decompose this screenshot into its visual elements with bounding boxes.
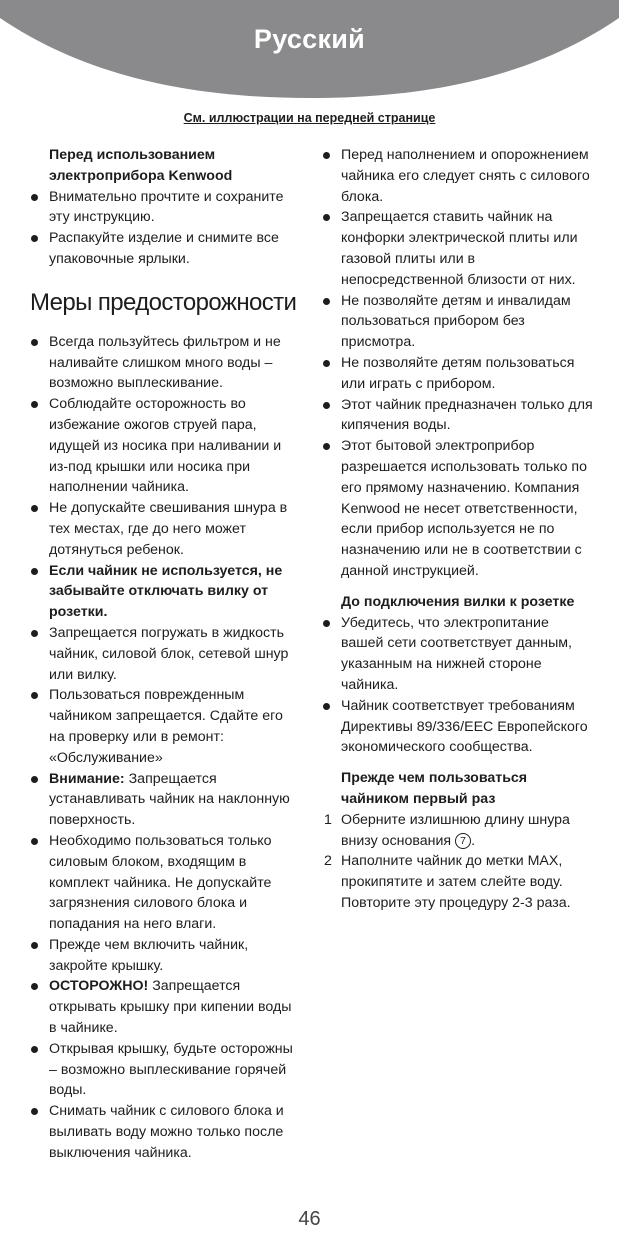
step-end: . <box>471 832 476 849</box>
list-item-bold: Если чайник не используется, не забывайте отключать вилку от розетки. <box>30 561 302 623</box>
list-item: Открывая крышку, будьте осторожны – возможно выплескивание горячей воды. <box>30 1039 302 1101</box>
page-number: 46 <box>298 1208 321 1230</box>
step-item <box>322 810 594 852</box>
list-item: Убедитесь, что электропитание вашей сети соответствует данным, указанным на нижней стороне чайника. <box>322 613 594 696</box>
language-header <box>0 0 619 110</box>
list-item <box>30 769 302 831</box>
safety-list <box>30 332 302 1164</box>
list-item: Снимать чайник с силового блока и выливать воду можно только после выключения чайника. <box>30 1101 302 1163</box>
list-item: Перед наполнением и опорожнением чайника его следует снять с силового блока. <box>322 145 594 207</box>
list-item: Внимательно прочтите и сохраните эту инструкцию. <box>30 187 302 229</box>
list-item: Этот чайник предназначен только для кипячения воды. <box>322 395 594 437</box>
step-number: 2 <box>324 853 332 870</box>
step-number: 1 <box>324 811 332 828</box>
figure-ref-icon: 7 <box>455 833 471 849</box>
first-use-heading: Прежде чем пользоваться чайником первый раз <box>341 770 528 807</box>
list-item: Не позволяйте детям и инвалидам пользоваться прибором без присмотра. <box>322 291 594 353</box>
left-column <box>30 145 302 1164</box>
list-item: Запрещается погружать в жидкость чайник, силовой блок, сетевой шнур или вилку. <box>30 623 302 685</box>
list-item: Чайник соответствует требованиям Директивы 89/336/EEC Европейского экономического сообщества. <box>322 696 594 758</box>
list-item: Не допускайте свешивания шнура в тех местах, где до него может дотянуться ребенок. <box>30 498 302 560</box>
caution-text: Запрещается открывать крышку при кипении воды в чайнике. <box>49 978 292 1037</box>
illustrations-note: См. иллюстрации на передней странице <box>183 111 436 125</box>
list-item: Прежде чем включить чайник, закройте крышку. <box>30 935 302 977</box>
warning-text: Запрещается устанавливать чайник на наклонную поверхность. <box>49 770 290 829</box>
caution-label: ОСТОРОЖНО! <box>49 978 149 995</box>
list-item: Не позволяйте детям пользоваться или играть с прибором. <box>322 353 594 395</box>
step-text: Оберните излишнюю длину шнура внизу основания <box>341 811 570 849</box>
step-item <box>322 851 594 913</box>
list-item: Запрещается ставить чайник на конфорки электрической плиты или газовой плиты или в непосредственной близости от них. <box>322 207 594 290</box>
list-item: Распакуйте изделие и снимите все упаковочные ярлыки. <box>30 228 302 270</box>
list-item: Соблюдайте осторожность во избежание ожогов струей пара, идущей из носика при наливании и из-под крышки или носика при наполнении чайника. <box>30 394 302 498</box>
safety-list-continued <box>322 145 594 582</box>
intro-list <box>30 187 302 270</box>
step-text: Наполните чайник до метки MAX, прокипятите и затем слейте воду. Повторите эту процедуру 2-3 раза. <box>341 853 571 911</box>
plug-heading: До подключения вилки к розетке <box>341 593 575 610</box>
first-use-steps <box>322 810 594 914</box>
list-item: Необходимо пользоваться только силовым блоком, входящим в комплект чайника. Не допускайте загрязнения силового блока и попадания на него влаги. <box>30 831 302 935</box>
list-item: Этот бытовой электроприбор разрешается использовать только по его прямому назначению. Компания Kenwood не несет ответственности, если прибор используется не по назначению или не в соответствии с данной инструкцией. <box>322 436 594 582</box>
intro-heading: Перед использованием электроприбора Kenwood <box>49 147 233 184</box>
safety-title: Меры предосторожности <box>30 288 297 316</box>
warning-label: Внимание: <box>49 770 125 787</box>
list-item: Пользоваться поврежденным чайником запрещается. Сдайте его на проверку или в ремонт: «Обслуживание» <box>30 685 302 768</box>
language-title: Русский <box>253 24 366 54</box>
list-item: Всегда пользуйтесь фильтром и не наливайте слишком много воды – возможно выплескивание. <box>30 332 302 394</box>
list-item <box>30 976 302 1038</box>
right-column <box>322 145 594 914</box>
plug-list <box>322 613 594 759</box>
header-arc-shape <box>0 0 619 110</box>
